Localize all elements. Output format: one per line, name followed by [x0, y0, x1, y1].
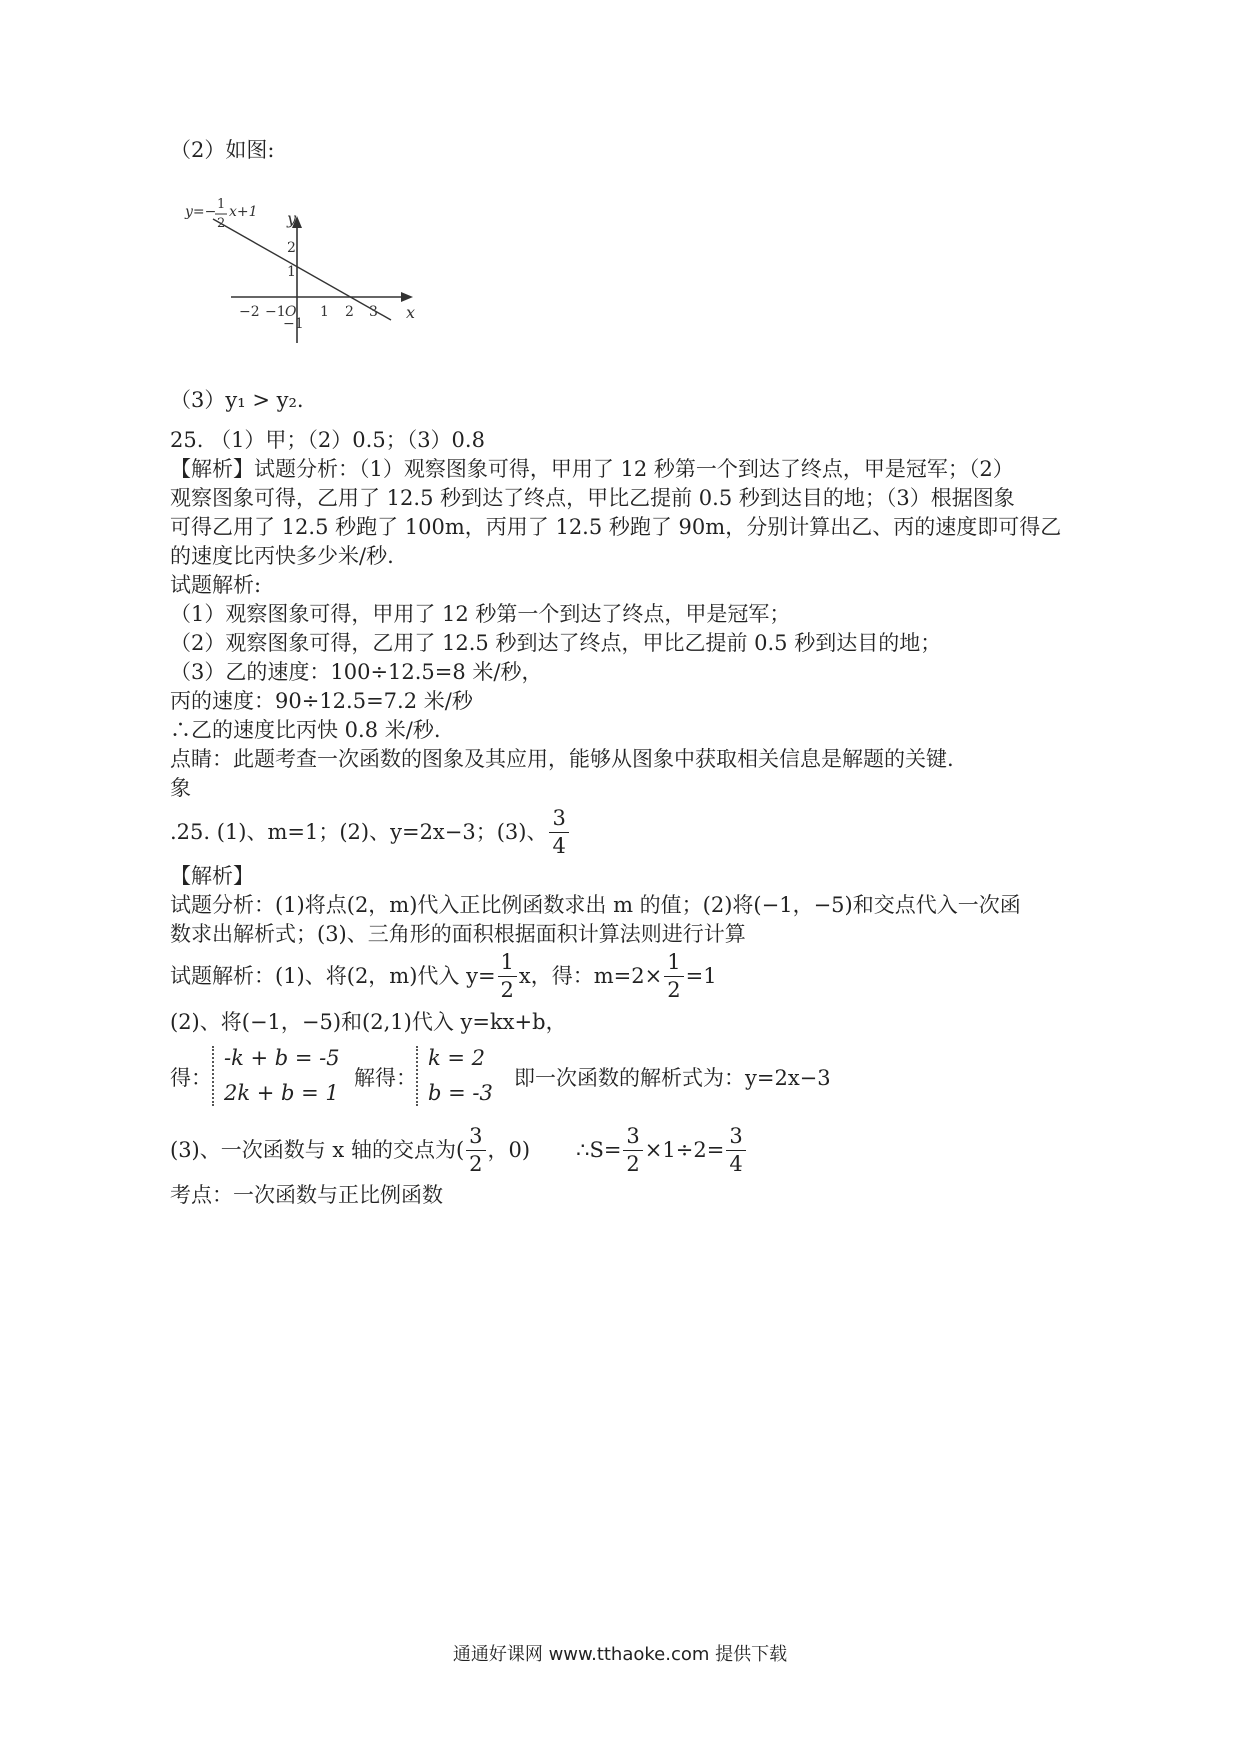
- q25-solution-line-5: ∴乙的速度比丙快 0.8 米/秒.: [170, 718, 441, 742]
- q25-analysis-line-3: 可得乙用了 12.5 秒跑了 100m，丙用了 12.5 秒跑了 90m，分别计算出乙、丙的速度即可得乙: [170, 515, 1062, 539]
- x-axis-arrow: [401, 292, 413, 302]
- x-axis-label: x: [406, 303, 416, 322]
- q25-analysis-line-1: 【解析】试题分析：（1）观察图象可得，甲用了 12 秒第一个到达了终点，甲是冠军；（2）: [170, 457, 1014, 481]
- q25b-solution-1-mid: x，得：m=2×: [518, 964, 663, 988]
- q25b-solution-3-mid: ，0): [487, 1138, 531, 1162]
- system-label: 得：: [170, 1066, 212, 1090]
- y-tick-2: 2: [287, 240, 296, 256]
- y-tick-1: 1: [287, 264, 296, 280]
- q25b-solution-1-prefix: 试题解析：(1)、将(2，m)代入 y=: [170, 964, 496, 988]
- fraction-three-quarters: [726, 1126, 745, 1175]
- fraction-denominator: 2: [667, 978, 681, 1002]
- q25-solution-line-1: （1）观察图象可得，甲用了 12 秒第一个到达了终点，甲是冠军；: [170, 602, 791, 626]
- equation-num: 1: [217, 197, 226, 212]
- q25b-analysis-line-2: 数求出解析式；(3)、三角形的面积根据面积计算法则进行计算: [170, 922, 746, 946]
- fraction-denominator: 4: [552, 834, 566, 858]
- q25-dianjing: 点睛：此题考查一次函数的图象及其应用，能够从图象中获取相关信息是解题的关键.: [170, 747, 954, 771]
- equation-suffix: x+1: [229, 204, 258, 220]
- x-tick-2: 2: [345, 304, 354, 320]
- fraction-denominator: 2: [500, 978, 514, 1002]
- fraction-numerator: 3: [623, 1126, 642, 1151]
- q25b-solution-2: (2)、将(−1，−5)和(2,1)代入 y=kx+b，: [170, 1010, 567, 1034]
- kaodian: 考点：一次函数与正比例函数: [170, 1183, 443, 1207]
- area-prefix: ∴S=: [576, 1138, 622, 1162]
- solution-equation-2: b = -3: [428, 1081, 493, 1105]
- q25b-solution-3: [170, 1126, 748, 1175]
- q25-stray-char: 象: [170, 776, 191, 800]
- fraction-numerator: 3: [726, 1126, 745, 1151]
- q25b-answers: [170, 808, 571, 857]
- x-tick-neg1: −1: [265, 304, 286, 320]
- solution-equation-1: k = 2: [428, 1046, 486, 1070]
- system-equation-2: 2k + b = 1: [224, 1081, 339, 1105]
- page-footer: 通通好课网 www.tthaoke.com 提供下载: [452, 1644, 788, 1665]
- q25-analysis-line-2: 观察图象可得，乙用了 12.5 秒到达了终点，甲比乙提前 0.5 秒到达目的地；（3）根据图象: [170, 486, 1015, 510]
- fraction-denominator: 4: [729, 1152, 743, 1176]
- equation-den: 2: [217, 216, 226, 231]
- fraction-denominator: 2: [626, 1152, 640, 1176]
- origin-label: O: [285, 304, 297, 320]
- fraction-numerator: 3: [549, 808, 568, 833]
- solve-label: 解得：: [354, 1066, 417, 1090]
- fraction-three-quarters: [549, 808, 568, 857]
- q25b-analysis-line-1: 试题分析：(1)将点(2，m)代入正比例函数求出 m 的值；(2)将(−1，−5)和交点代入一次函: [170, 893, 1021, 917]
- part2-label: （2）如图:: [170, 138, 275, 162]
- q25-solution-title: 试题解析:: [170, 573, 262, 597]
- q25b-solution-3-prefix: (3)、一次函数与 x 轴的交点为(: [170, 1138, 465, 1162]
- fraction-numerator: 1: [664, 952, 683, 977]
- q25-solution-line-4: 丙的速度：90÷12.5=7.2 米/秒: [170, 689, 473, 713]
- q25-solution-line-3: （3）乙的速度：100÷12.5=8 米/秒，: [170, 660, 543, 684]
- fraction-one-half: [498, 952, 517, 1001]
- fraction-one-half: [664, 952, 683, 1001]
- system-equation-1: -k + b = -5: [224, 1046, 340, 1070]
- q25b-answers-text: .25. (1)、m=1；(2)、y=2x−3；(3)、: [170, 820, 548, 844]
- equation-prefix: y=−: [185, 204, 217, 220]
- q25-solution-line-2: （2）观察图象可得，乙用了 12.5 秒到达了终点，甲比乙提前 0.5 秒到达目的地；: [170, 631, 942, 655]
- fraction-numerator: 3: [466, 1126, 485, 1151]
- area-mid: ×1÷2=: [644, 1138, 725, 1162]
- x-tick-3: 3: [369, 304, 378, 320]
- q25-analysis-line-4: 的速度比丙快多少米/秒.: [170, 544, 394, 568]
- y-axis-label: y: [287, 209, 297, 228]
- solution-brace: [416, 1046, 422, 1106]
- x-tick-neg2: −2: [239, 304, 260, 320]
- fraction-numerator: 1: [498, 952, 517, 977]
- fraction-three-halves: [466, 1126, 485, 1175]
- q25b-analysis-label: 【解析】: [170, 864, 254, 888]
- x-tick-1: 1: [320, 304, 329, 320]
- linear-function-conclusion: 即一次函数的解析式为：y=2x−3: [514, 1066, 831, 1090]
- q25-answers: 25. （1）甲；（2）0.5；（3）0.8: [170, 428, 485, 452]
- part3-answer: （3）y₁ > y₂.: [170, 388, 304, 412]
- system-brace: [212, 1046, 218, 1106]
- q25b-solution-1-suffix: =1: [685, 964, 717, 988]
- fraction-three-halves: [623, 1126, 642, 1175]
- fraction-denominator: 2: [469, 1152, 483, 1176]
- y-tick-neg1: −1: [283, 316, 304, 332]
- q25b-solution-1: [170, 952, 717, 1001]
- function-graph: [185, 197, 475, 398]
